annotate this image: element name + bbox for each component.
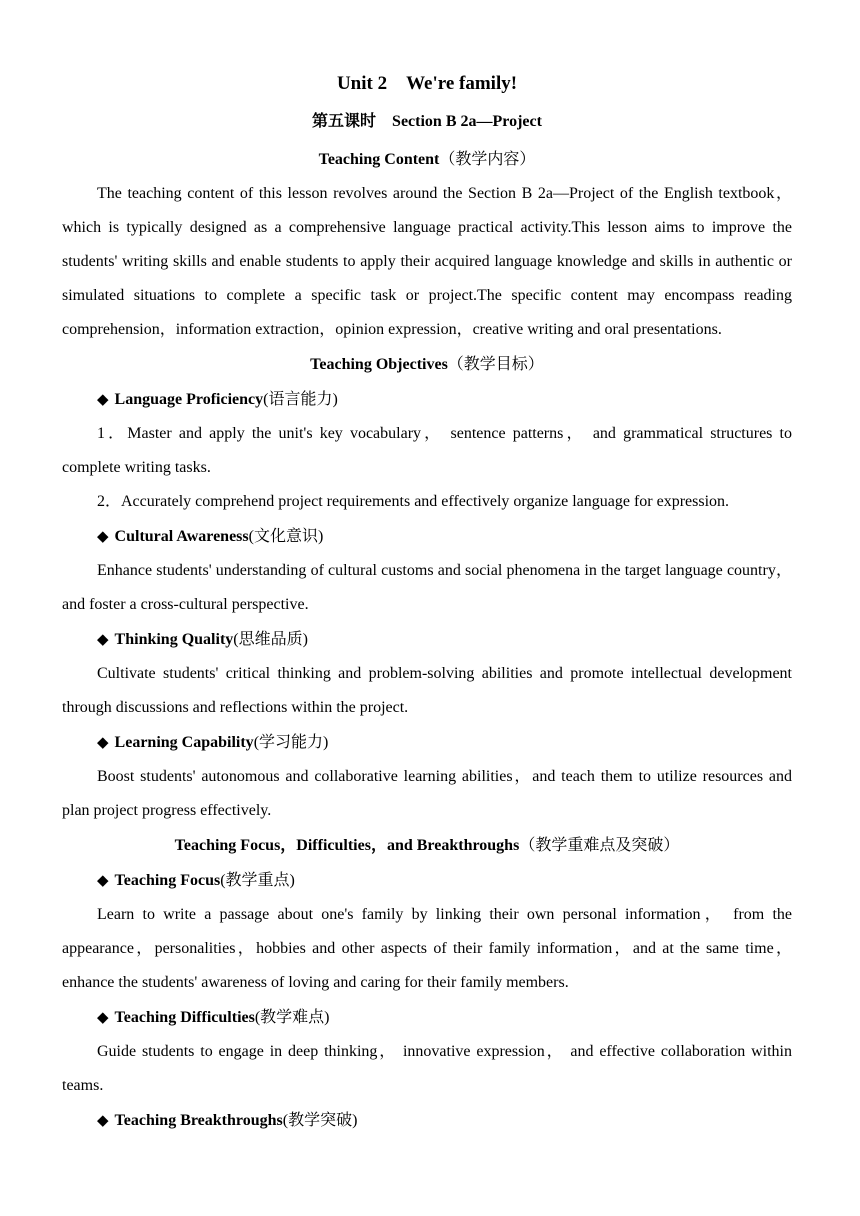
learning-paragraph: Boost students' autonomous and collaborative learning abilities，and teach them to utilize resources and plan project progress effectively.: [62, 768, 792, 819]
diamond-bullet-icon: ◆: [97, 390, 109, 408]
subheading-label-en: Thinking Quality: [114, 631, 234, 648]
subheading-label-cn: (语言能力): [263, 391, 338, 408]
section-heading-content-cn: （教学内容）: [439, 149, 536, 168]
subheading-label-cn: (教学重点): [220, 872, 295, 889]
culture-paragraph: Enhance students' understanding of cultural customs and social phenomena in the target language country，and foster a cross‑cultural perspective.: [62, 562, 792, 613]
diamond-bullet-icon: ◆: [97, 1111, 109, 1129]
difficulties-paragraph: Guide students to engage in deep thinking， innovative expression， and effective collaboration within teams.: [62, 1043, 792, 1094]
focus-paragraph: Learn to write a passage about one's family by linking their own personal information， from the appearance，personalities，hobbies and other aspects of their family information，and at the same time，enhance the students' awareness of loving and caring for their family members.: [62, 906, 793, 991]
section-heading-focus: [62, 828, 792, 863]
subheading-label-cn: (教学难点): [254, 1009, 330, 1026]
subheading-label-en: Cultural Awareness: [114, 528, 249, 545]
section-heading-objectives-cn: （教学目标）: [447, 354, 544, 373]
section-heading-content: [62, 142, 792, 177]
subheading-label-en: Teaching Breakthroughs: [114, 1112, 283, 1129]
subheading-label-cn: (教学突破): [282, 1112, 358, 1129]
content-paragraph: The teaching content of this lesson revolves around the Section B 2a—Project of the English textbook，which is typically designed as a comprehensive language practical activity.This lesson aims to improve the students' writing skills and enable students to apply their acquired language knowledge and skills in authentic or simulated situations to complete a specific task or project.The specific content may encompass reading comprehension，information extraction，opinion expression，creative writing and oral presentations.: [62, 185, 792, 338]
diamond-bullet-icon: ◆: [97, 733, 109, 751]
subheading-label-en: Teaching Focus: [114, 872, 221, 889]
section-heading-objectives-en: Teaching Objectives: [310, 356, 448, 373]
diamond-bullet-icon: ◆: [97, 527, 109, 545]
document-subtitle: 第五课时 Section B 2a—Project: [312, 113, 542, 130]
subheading-teaching-difficulties: [62, 1000, 792, 1035]
section-heading-focus-cn: （教学重难点及突破）: [519, 835, 680, 854]
section-heading-objectives: [62, 347, 792, 382]
subheading-label-en: Teaching Difficulties: [114, 1009, 255, 1026]
subheading-label-en: Learning Capability: [114, 734, 254, 751]
language-objective-item-2: 2．Accurately comprehend project requirements and effectively organize language for expression.: [97, 493, 730, 510]
subheading-label-cn: (文化意识): [248, 528, 324, 545]
subheading-thinking-quality: [62, 622, 792, 657]
document-title: Unit 2 We're family!: [336, 73, 518, 94]
subheading-teaching-breakthroughs: [62, 1103, 792, 1138]
subheading-language-proficiency: [62, 382, 792, 417]
subheading-learning-capability: [62, 725, 792, 760]
subheading-teaching-focus: [62, 863, 792, 898]
subheading-label-en: Language Proficiency: [114, 391, 264, 408]
thinking-paragraph: Cultivate students' critical thinking and problem‑solving abilities and promote intellectual development through discussions and reflections within the project.: [62, 665, 792, 716]
subheading-label-cn: (思维品质): [233, 631, 308, 648]
diamond-bullet-icon: ◆: [97, 630, 109, 648]
subheading-label-cn: (学习能力): [253, 734, 329, 751]
section-heading-focus-en: Teaching Focus，Difficulties，and Breakthroughs: [174, 837, 520, 854]
language-objective-item-1: 1．Master and apply the unit's key vocabulary， sentence patterns， and grammatical structures to complete writing tasks.: [62, 425, 792, 476]
subheading-cultural-awareness: [62, 519, 792, 554]
section-heading-content-en: Teaching Content: [318, 151, 440, 168]
diamond-bullet-icon: ◆: [97, 871, 109, 889]
diamond-bullet-icon: ◆: [97, 1008, 109, 1026]
